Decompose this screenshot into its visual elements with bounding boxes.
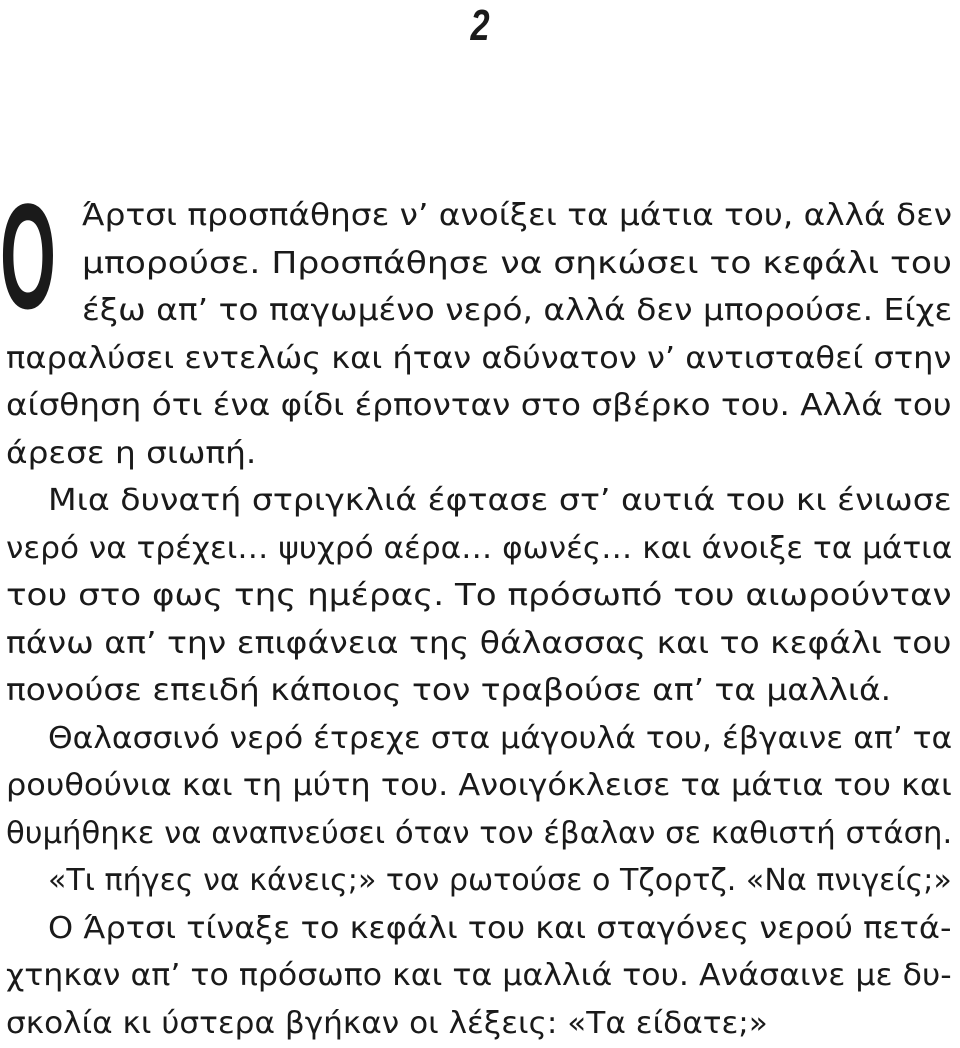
text-line: ρουθούνια και τη μύτη του. Ανοιγόκλεισε τα μάτια του και (6, 768, 952, 803)
drop-cap: Ο (0, 172, 57, 340)
text-line: παραλύσει εντελώς και ήταν αδύνατον ν’ αντισταθεί στην (6, 341, 952, 376)
text-line: έξω απ’ το παγωμένο νερό, αλλά δεν μπορούσε. Είχε (82, 293, 953, 328)
text-line: άρεσε η σιωπή. (6, 436, 257, 471)
text-line: θυμήθηκε να αναπνεύσει όταν τον έβαλαν σε καθιστή στάση. (6, 816, 953, 851)
text-line: μπορούσε. Προσπάθησε να σηκώσει το κεφάλι του (82, 246, 952, 281)
text-line: Ο Άρτσι τίναξε το κεφάλι του και σταγόνες νερού πετά- (48, 911, 952, 946)
text-line: Θαλασσινό νερό έτρεχε στα μάγουλά του, έβγαινε απ’ τα (48, 721, 953, 756)
text-line: αίσθηση ότι ένα φίδι έρπονταν στο σβέρκο του. Αλλά του (6, 388, 952, 423)
chapter-number: 2 (470, 1, 490, 50)
text-line: του στο φως της ημέρας. Το πρόσωπό του αιωρούνταν (6, 578, 952, 613)
text-line: νερό να τρέχει… ψυχρό αέρα… φωνές… και άνοιξε τα μάτια (6, 531, 953, 566)
text-line: χτηκαν απ’ το πρόσωπο και τα μαλλιά του. Ανάσαινε με δυ- (6, 958, 952, 993)
text-line: σκολία κι ύστερα βγήκαν οι λέξεις: «Τα είδατε;» (6, 1006, 768, 1041)
text-line: πάνω απ’ την επιφάνεια της θάλασσας και το κεφάλι του (6, 626, 952, 661)
text-line: «Τι πήγες να κάνεις;» τον ρωτούσε ο Τζορτζ. «Να πνιγείς;» (48, 863, 952, 898)
text-line: Μια δυνατή στριγκλιά έφτασε στ’ αυτιά του κι ένιωσε (48, 483, 952, 518)
text-line: πονούσε επειδή κάποιος τον τραβούσε απ’ τα μαλλιά. (6, 673, 892, 708)
text-line: Άρτσι προσπάθησε ν’ ανοίξει τα μάτια του, αλλά δεν (82, 198, 953, 233)
